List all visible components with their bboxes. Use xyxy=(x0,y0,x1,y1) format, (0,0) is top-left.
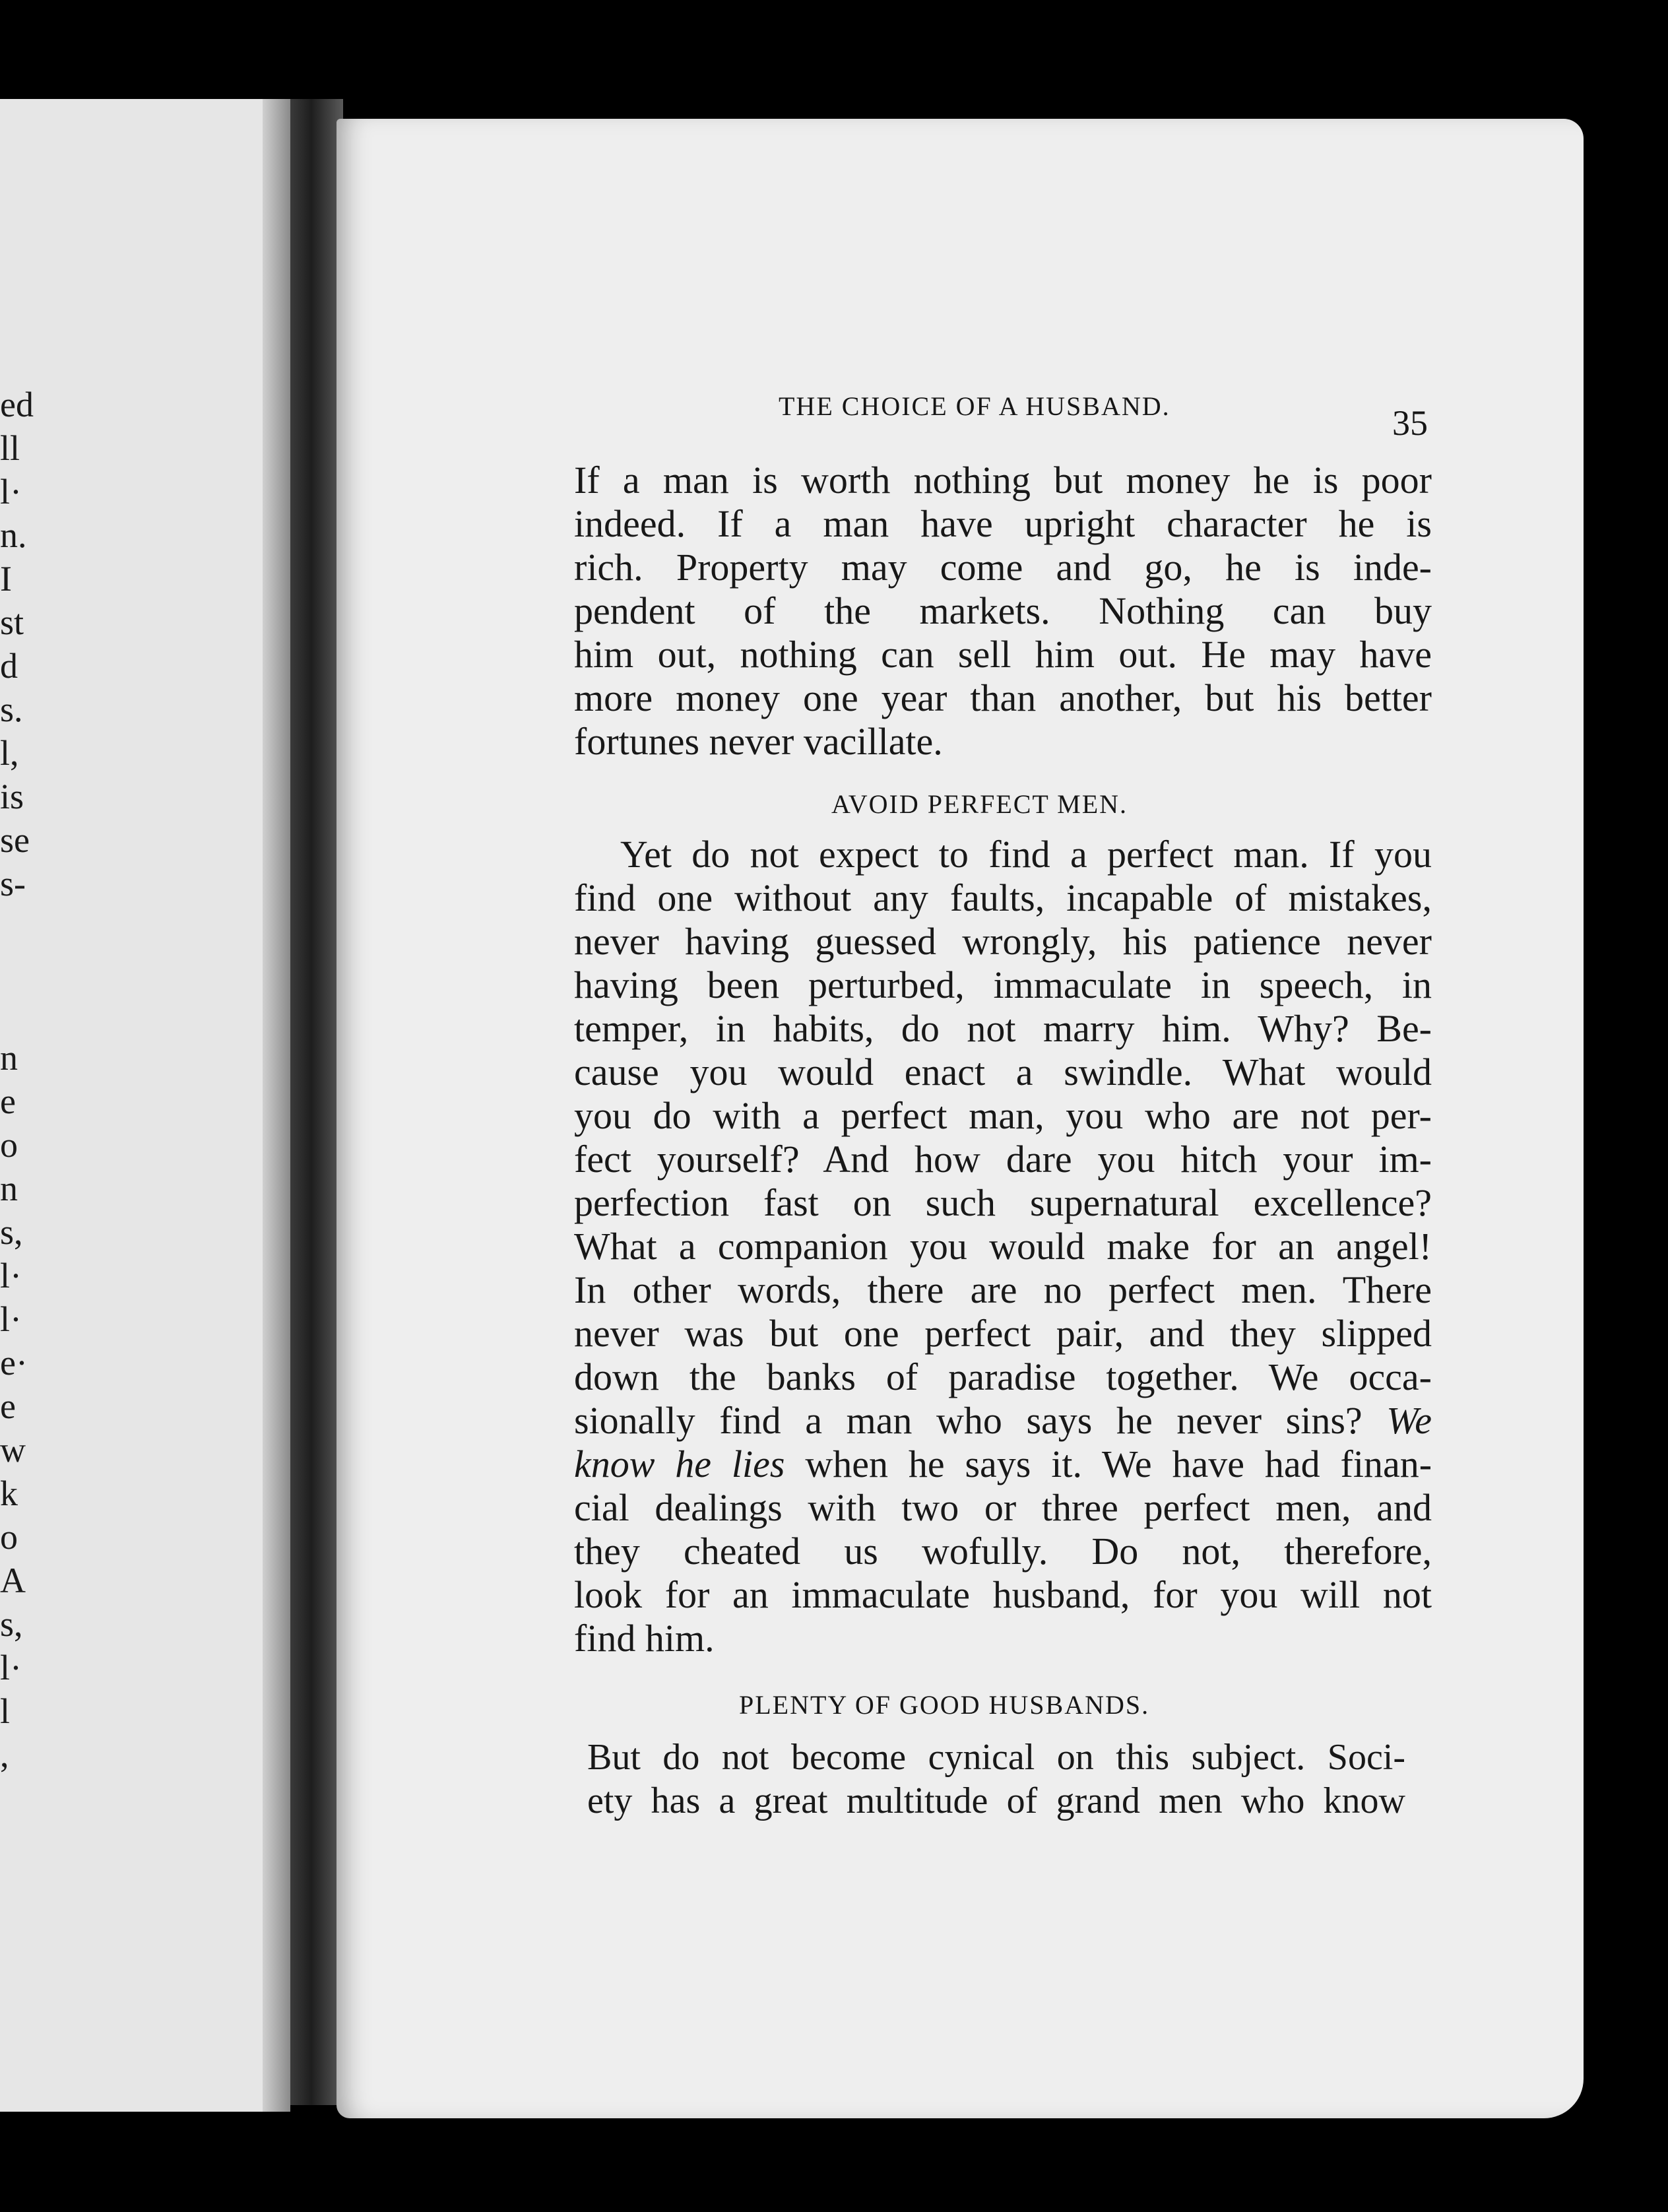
text-segment: sionally find a man who says he never sins? xyxy=(574,1399,1363,1442)
paragraph-perfect-men xyxy=(574,833,1432,1660)
page-number: 35 xyxy=(1392,403,1428,443)
text-line-mixed xyxy=(574,1399,1432,1443)
edge-fragment: A xyxy=(0,1561,26,1600)
text-line: pendent of the markets. Nothing can buy xyxy=(574,589,1432,632)
section-heading-avoid-perfect-men: AVOID PERFECT MEN. xyxy=(831,789,1128,819)
edge-fragment: se xyxy=(0,820,30,860)
edge-fragment: s, xyxy=(0,1604,23,1644)
edge-fragment: e xyxy=(0,1386,16,1426)
edge-fragment: n xyxy=(0,1038,18,1078)
edge-fragment: o xyxy=(0,1125,18,1165)
text-line: perfection fast on such supernatural excellence? xyxy=(574,1181,1432,1224)
text-line: ety has a great multitude of grand men who know xyxy=(587,1780,1405,1821)
text-line: cial dealings with two or three perfect men, and xyxy=(574,1486,1432,1529)
text-line: Yet do not expect to find a perfect man. If you xyxy=(620,833,1432,876)
edge-fragment: , xyxy=(0,1735,9,1774)
edge-fragment: w xyxy=(0,1430,26,1470)
book-gutter xyxy=(290,99,343,2105)
text-line: What a companion you would make for an angel! xyxy=(574,1225,1432,1268)
edge-fragment: n. xyxy=(0,515,27,555)
text-line: temper, in habits, do not marry him. Why? Be- xyxy=(574,1007,1432,1050)
text-line: find one without any faults, incapable of mistakes, xyxy=(574,876,1432,919)
edge-fragment: s. xyxy=(0,690,23,729)
text-line: never having guessed wrongly, his patience never xyxy=(574,920,1432,963)
previous-page-edge-text xyxy=(0,383,40,1776)
edge-fragment: n xyxy=(0,1169,18,1208)
edge-fragment: e xyxy=(0,1082,16,1121)
edge-fragment: ed xyxy=(0,385,34,424)
italic-segment: know he lies xyxy=(574,1443,785,1485)
edge-fragment: l· xyxy=(0,1256,22,1295)
edge-fragment: s, xyxy=(0,1212,23,1252)
edge-fragment: l· xyxy=(0,472,22,511)
text-line: In other words, there are no perfect men. There xyxy=(574,1268,1432,1311)
text-segment: when he says it. We have had finan- xyxy=(785,1443,1432,1485)
edge-fragment: I xyxy=(0,559,12,599)
text-line: But do not become cynical on this subject. Soci- xyxy=(587,1737,1405,1778)
running-head: THE CHOICE OF A HUSBAND. xyxy=(779,391,1171,421)
edge-fragment: s- xyxy=(0,864,26,903)
text-line: you do with a perfect man, you who are not per- xyxy=(574,1094,1432,1137)
edge-fragment: e· xyxy=(0,1343,28,1382)
text-line: find him. xyxy=(574,1617,715,1660)
edge-fragment: ll xyxy=(0,428,20,468)
paragraph-good-husbands xyxy=(587,1736,1405,1823)
text-line: fortunes never vacillate. xyxy=(574,720,943,763)
text-line: rich. Property may come and go, he is inde- xyxy=(574,546,1432,589)
edge-fragment: k xyxy=(0,1474,18,1513)
edge-fragment xyxy=(0,992,40,1036)
edge-fragment: st xyxy=(0,602,24,642)
text-line: never was but one perfect pair, and they slipped xyxy=(574,1312,1432,1355)
text-line: they cheated us wofully. Do not, therefore, xyxy=(574,1530,1432,1573)
text-line: down the banks of paradise together. We occa- xyxy=(574,1355,1432,1398)
text-line: having been perturbed, immaculate in speech, in xyxy=(574,963,1432,1006)
paragraph-money xyxy=(574,459,1432,764)
text-line: more money one year than another, but his better xyxy=(574,676,1432,719)
italic-segment: We xyxy=(1386,1399,1432,1442)
edge-fragment: l xyxy=(0,1691,11,1731)
text-line: look for an immaculate husband, for you will not xyxy=(574,1573,1432,1616)
edge-fragment xyxy=(0,905,40,949)
edge-fragment: l, xyxy=(0,733,19,773)
text-line: fect yourself? And how dare you hitch your im- xyxy=(574,1138,1432,1181)
section-heading-plenty-of-good-husbands: PLENTY OF GOOD HUSBANDS. xyxy=(739,1690,1150,1720)
edge-fragment: is xyxy=(0,777,24,816)
edge-fragment xyxy=(0,949,40,992)
edge-fragment: d xyxy=(0,646,18,686)
text-line-mixed xyxy=(574,1443,1432,1486)
edge-fragment: l· xyxy=(0,1648,22,1687)
text-line: him out, nothing can sell him out. He may have xyxy=(574,633,1432,676)
edge-fragment: o xyxy=(0,1517,18,1557)
text-line: indeed. If a man have upright character he is xyxy=(574,502,1432,545)
text-line: If a man is worth nothing but money he is poor xyxy=(574,459,1432,502)
previous-page xyxy=(0,99,290,2112)
previous-page-shadow xyxy=(263,99,290,2112)
edge-fragment: l· xyxy=(0,1299,22,1339)
text-line: cause you would enact a swindle. What would xyxy=(574,1051,1432,1093)
